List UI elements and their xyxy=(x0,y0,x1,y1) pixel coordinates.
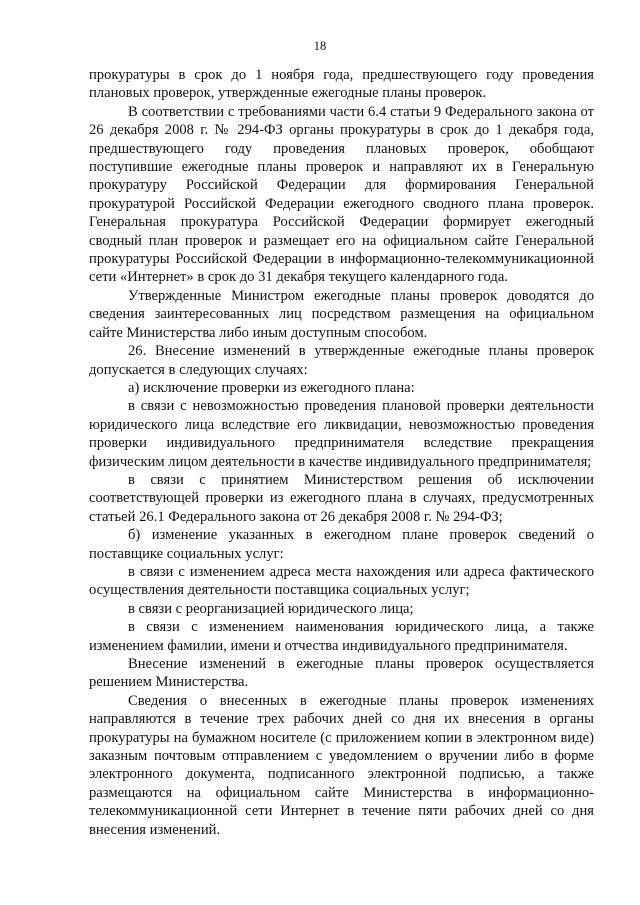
list-item: в связи с принятием Министерством решения об исключении соответствующей проверки из ежегодного плана в случаях, предусмотренных статьей 26.1 Федерального закона от 26 декабря 2008 г. № 294-ФЗ; xyxy=(89,471,594,525)
page-number: 18 xyxy=(313,39,327,53)
document-body xyxy=(89,66,594,839)
paragraph: Сведения о внесенных в ежегодные планы проверок изменениях направляются в течение трех рабочих дней со дня их внесения в органы прокуратуры на бумажном носителе (с приложением копии в электронном виде) заказным почтовым отправлением с уведомлением о вручении либо в форме электронного документа, подписанного электронной подписью, а также размещаются на официальном сайте Министерства в информационно-телекоммуникационной сети Интернет в течение пяти рабочих дней со дня внесения изменений. xyxy=(89,692,594,838)
paragraph: В соответствии с требованиями части 6.4 статьи 9 Федерального закона от 26 декабря 2008 г. № 294-ФЗ органы прокуратуры в срок до 1 декабря года, предшествующего году проведения плановых проверок, обобщают поступившие ежегодные планы проверок и направляют их в Генеральную прокуратуру Российской Федерации для формирования Генеральной прокуратурой Российской Федерации ежегодного сводного плана проверок. Генеральная прокуратура Российской Федерации формирует ежегодный сводный план проверок и размещает его на официальном сайте Генеральной прокуратуры Российской Федерации в информационно-телекоммуникационной сети «Интернет» в срок до 31 декабря текущего календарного года. xyxy=(89,103,594,286)
list-item: а) исключение проверки из ежегодного плана: xyxy=(128,379,415,396)
list-item: б) изменение указанных в ежегодном плане проверок сведений о поставщике социальных услуг: xyxy=(89,527,594,562)
list-item: в связи с изменением адреса места нахождения или адреса фактического осуществления деятельности поставщика социальных услуг; xyxy=(89,563,594,599)
paragraph: Внесение изменений в ежегодные планы проверок осуществляется решением Министерства. xyxy=(89,656,594,691)
list-item: в связи с реорганизацией юридического лица; xyxy=(128,600,414,617)
paragraph: 26. Внесение изменений в утвержденные ежегодные планы проверок допускается в следующих случаях: xyxy=(89,343,594,378)
paragraph: прокуратуры в срок до 1 ноября года, предшествующего году проведения плановых проверок, утвержденные ежегодные планы проверок. xyxy=(89,67,594,102)
paragraph: Утвержденные Министром ежегодные планы проверок доводятся до сведения заинтересованных лиц посредством размещения на официальном сайте Министерства либо иным доступным способом. xyxy=(89,287,594,341)
list-item: в связи с невозможностью проведения плановой проверки деятельности юридического лица вследствие его ликвидации, невозможностью проведения проверки индивидуального предпринимателя вследствие прекращения физическим лицом деятельности в качестве индивидуального предпринимателя; xyxy=(89,398,594,470)
list-item: в связи с изменением наименования юридического лица, а также изменением фамилии, имени и отчества индивидуального предпринимателя. xyxy=(89,619,594,654)
